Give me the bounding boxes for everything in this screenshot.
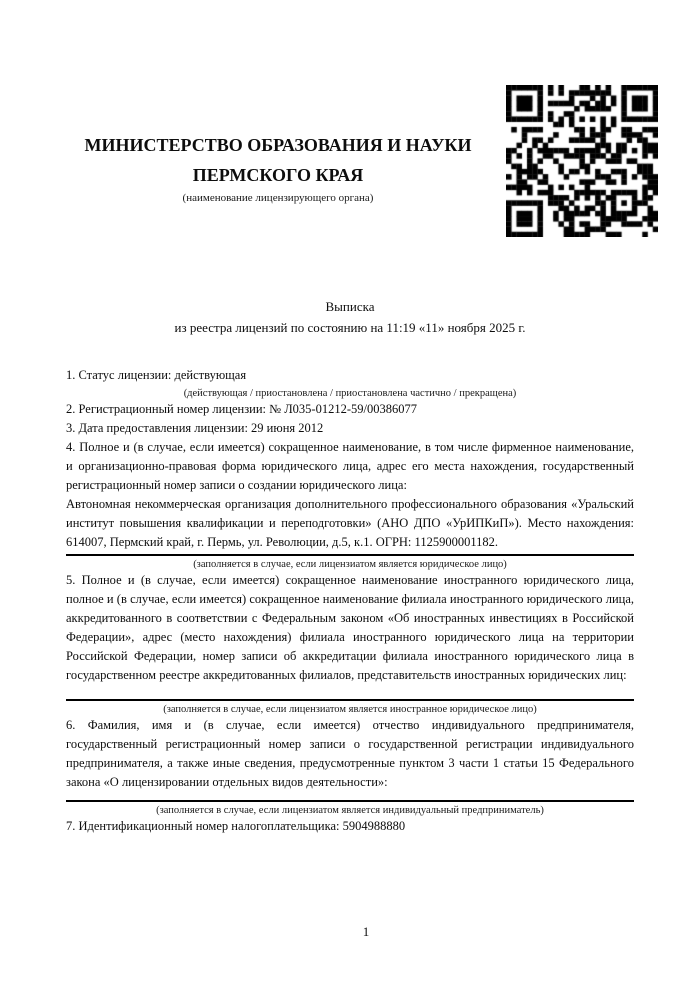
- document-title-line1: Выписка: [325, 299, 375, 314]
- qr-code-icon: [506, 85, 658, 237]
- foreign-entity-underline: [66, 699, 634, 701]
- item-legal-entity-value: Автономная некоммерческая организация дополнительного профессионального образования «Уральский институт повышения квалификации и переподготовки» (АНО ДПО «УрИПКиП»). Место нахождения: 614007, Пермский край, г. Пермь, ул. Революции, д.5, к.1. ОГРН: 1125900001182.: [66, 497, 634, 549]
- page-number: 1: [362, 924, 370, 939]
- item-foreign-entity-text: 5. Полное и (в случае, если имеется) сокращенное наименование иностранного юридического лица, полное и (в случае, если имеется) сокращенное наименование филиала иностранного юридического лица, аккредитованного в соответствии с Федеральным законом «Об иностранных инвестициях в Российской Федерации», адрес (место нахождения) филиала иностранного юридического лица на территории Российской Федерации, номер записи об аккредитации филиала иностранного юридического лица в государственном реестре аккредитованных филиалов, представительств иностранных юридических лиц:: [66, 573, 634, 682]
- document-body: [66, 366, 634, 836]
- ministry-name-line2: ПЕРМСКОГО КРАЯ: [192, 165, 364, 185]
- item-reg-number: 2. Регистрационный номер лицензии: № Л035-01212-59/00386077: [66, 402, 417, 416]
- item-entrepreneur-caption: (заполняется в случае, если лицензиатом является индивидуальный предприниматель): [156, 805, 544, 816]
- item-status: 1. Статус лицензии: действующая: [66, 368, 247, 382]
- entrepreneur-blank-field: [66, 792, 634, 800]
- legal-entity-underline: [66, 554, 634, 556]
- item-grant-date: 3. Дата предоставления лицензии: 29 июня 2012: [66, 421, 324, 435]
- foreign-entity-blank-field: [66, 685, 634, 699]
- item-inn: 7. Идентификационный номер налогоплательщика: 5904988880: [66, 819, 406, 833]
- item-foreign-entity-caption: (заполняется в случае, если лицензиатом является иностранное юридическое лицо): [163, 704, 537, 715]
- entrepreneur-underline: [66, 800, 634, 802]
- ministry-header: [66, 130, 490, 205]
- item-legal-entity-caption: (заполняется в случае, если лицензиатом является юридическое лицо): [193, 559, 507, 570]
- item-legal-entity-text: 4. Полное и (в случае, если имеется) сокращенное наименование, в том числе фирменное наименование, и организационно-правовая форма юридического лица, адрес его места нахождения, государственный регистрационный номер записи о создании юридического лица:: [66, 440, 634, 492]
- ministry-name-line1: МИНИСТЕРСТВО ОБРАЗОВАНИЯ И НАУКИ: [84, 135, 472, 155]
- document-title: [66, 296, 634, 338]
- document-title-line2: из реестра лицензий по состоянию на 11:19 «11» ноября 2025 г.: [174, 320, 526, 335]
- item-status-caption: (действующая / приостановлена / приостановлена частично / прекращена): [183, 388, 517, 399]
- item-entrepreneur-text: 6. Фамилия, имя и (в случае, если имеется) отчество индивидуального предпринимателя, государственный регистрационный номер записи о государственной регистрации индивидуального предпринимателя, а также иные сведения, предусмотренные пунктом 3 части 1 статьи 15 Федерального закона «О лицензировании отдельных видов деятельности»:: [66, 718, 634, 789]
- ministry-caption: (наименование лицензирующего органа): [182, 192, 374, 204]
